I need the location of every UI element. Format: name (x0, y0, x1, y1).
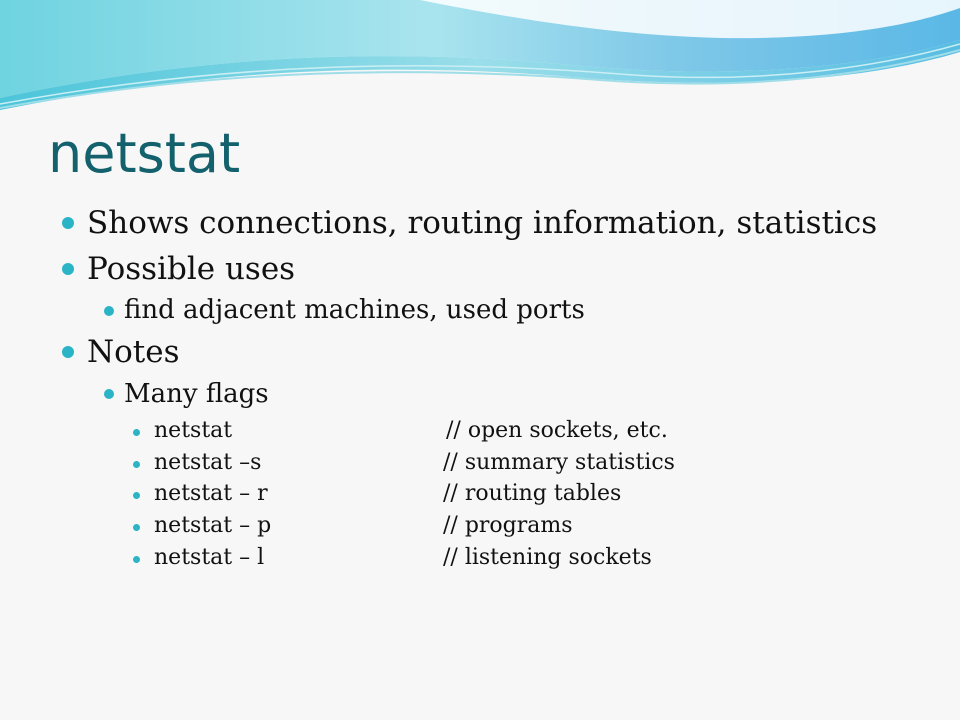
flag-comment: // summary statistics (443, 450, 675, 475)
bullet-dot (62, 217, 74, 229)
bullet-dot (133, 461, 140, 468)
slide-title: netstat (48, 122, 241, 185)
flag-comment: // routing tables (443, 481, 622, 506)
flag-command: netstat – l (154, 545, 265, 570)
flag-comment: // listening sockets (443, 545, 652, 570)
bullet-dot (62, 263, 74, 275)
flag-command: netstat –s (154, 450, 262, 475)
flag-command: netstat – r (154, 481, 268, 506)
flag-command: netstat (154, 418, 233, 443)
bullet-dot (104, 306, 114, 316)
bullet-level1: Possible uses (87, 251, 296, 287)
flag-comment: // open sockets, etc. (446, 418, 668, 443)
bullet-dot (133, 492, 140, 499)
flag-comment: // programs (443, 513, 573, 538)
bullet-level1: Shows connections, routing information, statistics (87, 205, 878, 241)
bullet-dot (62, 346, 74, 358)
bullet-level2: Many flags (124, 379, 269, 409)
flag-command: netstat – p (154, 513, 272, 538)
bullet-dot (133, 556, 140, 563)
bullet-dot (133, 429, 140, 436)
bullet-level2: find adjacent machines, used ports (124, 295, 585, 325)
bullet-level1: Notes (87, 334, 180, 370)
bullet-dot (104, 389, 114, 399)
bullet-dot (133, 524, 140, 531)
